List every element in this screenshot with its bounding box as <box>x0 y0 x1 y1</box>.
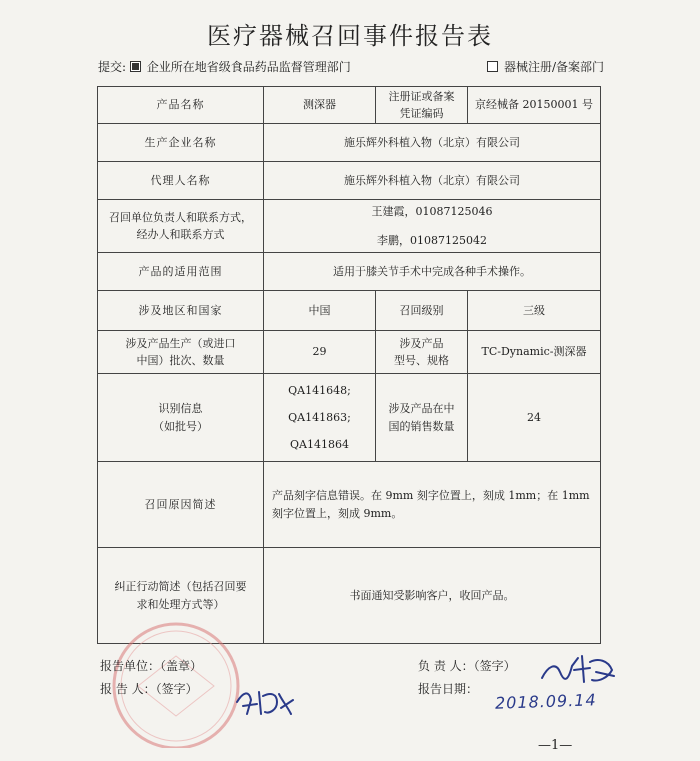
reporter-label: 报 告 人：（签字） <box>100 682 198 696</box>
agent-label: 代理人名称 <box>98 162 264 200</box>
sales-value: 24 <box>468 374 601 462</box>
batch-label: 涉及产品生产（或进口 中国）批次、数量 <box>98 331 264 374</box>
id-label: 识别信息 （如批号） <box>98 374 264 462</box>
action-value: 书面通知受影响客户，收回产品。 <box>264 548 601 644</box>
table-row <box>98 87 601 124</box>
region-value: 中国 <box>264 291 376 331</box>
report-date-label: 报告日期： <box>418 682 479 696</box>
table-row <box>98 374 601 462</box>
table-row <box>98 462 601 548</box>
contact-label: 召回单位负责人和联系方式， 经办人和联系方式 <box>98 200 264 253</box>
reason-value: 产品刻字信息错误。在 9mm 刻字位置上，刻成 1mm；在 1mm 刻字位置上，刻成 9mm。 <box>264 462 601 548</box>
unchecked-checkbox[interactable] <box>487 61 498 72</box>
batch-numbers <box>264 374 376 462</box>
batch-number: QA141863; <box>288 410 351 424</box>
table-row <box>98 124 601 162</box>
product-name-value: 测深器 <box>264 87 376 124</box>
region-label: 涉及地区和国家 <box>98 291 264 331</box>
table-row <box>98 331 601 374</box>
page-number: —1— <box>538 738 573 753</box>
table-row <box>98 291 601 331</box>
report-date-handwritten: 2018.09.14 <box>494 690 597 713</box>
reporter-signature <box>233 684 295 718</box>
submit-to-row <box>98 58 604 76</box>
recall-level-value: 三级 <box>468 291 601 331</box>
checked-checkbox[interactable] <box>130 61 141 72</box>
contact-person-1: 王建霞，01087125046 <box>371 204 493 218</box>
table-row <box>98 253 601 291</box>
reg-cert-value: 京经械备 20150001 号 <box>468 87 601 124</box>
model-value: TC-Dynamic-测深器 <box>468 331 601 374</box>
table-row <box>98 162 601 200</box>
scope-value: 适用于膝关节手术中完成各种手术操作。 <box>264 253 601 291</box>
product-name-label: 产品名称 <box>98 87 264 124</box>
table-row <box>98 200 601 253</box>
agent-value: 施乐辉外科植入物（北京）有限公司 <box>264 162 601 200</box>
batch-number: QA141864 <box>290 438 349 452</box>
action-label: 纠正行动简述（包括召回要 求和处理方式等） <box>98 548 264 644</box>
sales-label: 涉及产品在中 国的销售数量 <box>376 374 468 462</box>
manufacturer-label: 生产企业名称 <box>98 124 264 162</box>
reason-label: 召回原因简述 <box>98 462 264 548</box>
document-title: 医疗器械召回事件报告表 <box>207 22 493 50</box>
responsible-signature <box>538 648 618 688</box>
model-label: 涉及产品 型号、规格 <box>376 331 468 374</box>
batch-count: 29 <box>264 331 376 374</box>
submit-option-province: 企业所在地省级食品药品监督管理部门 <box>146 60 351 74</box>
recall-level-label: 召回级别 <box>376 291 468 331</box>
submit-label: 提交: <box>98 60 127 74</box>
scope-label: 产品的适用范围 <box>98 253 264 291</box>
report-unit-label: 报告单位：（盖章） <box>100 659 203 673</box>
contact-value <box>264 200 601 253</box>
manufacturer-value: 施乐辉外科植入物（北京）有限公司 <box>264 124 601 162</box>
contact-person-2: 李鹏，01087125042 <box>377 234 487 247</box>
submit-option-registration: 器械注册/备案部门 <box>503 60 604 74</box>
responsible-label: 负 责 人：（签字） <box>418 659 516 673</box>
reg-cert-label: 注册证或备案 凭证编码 <box>376 87 468 124</box>
recall-form-table <box>97 86 601 644</box>
batch-number: QA141648; <box>288 383 351 397</box>
